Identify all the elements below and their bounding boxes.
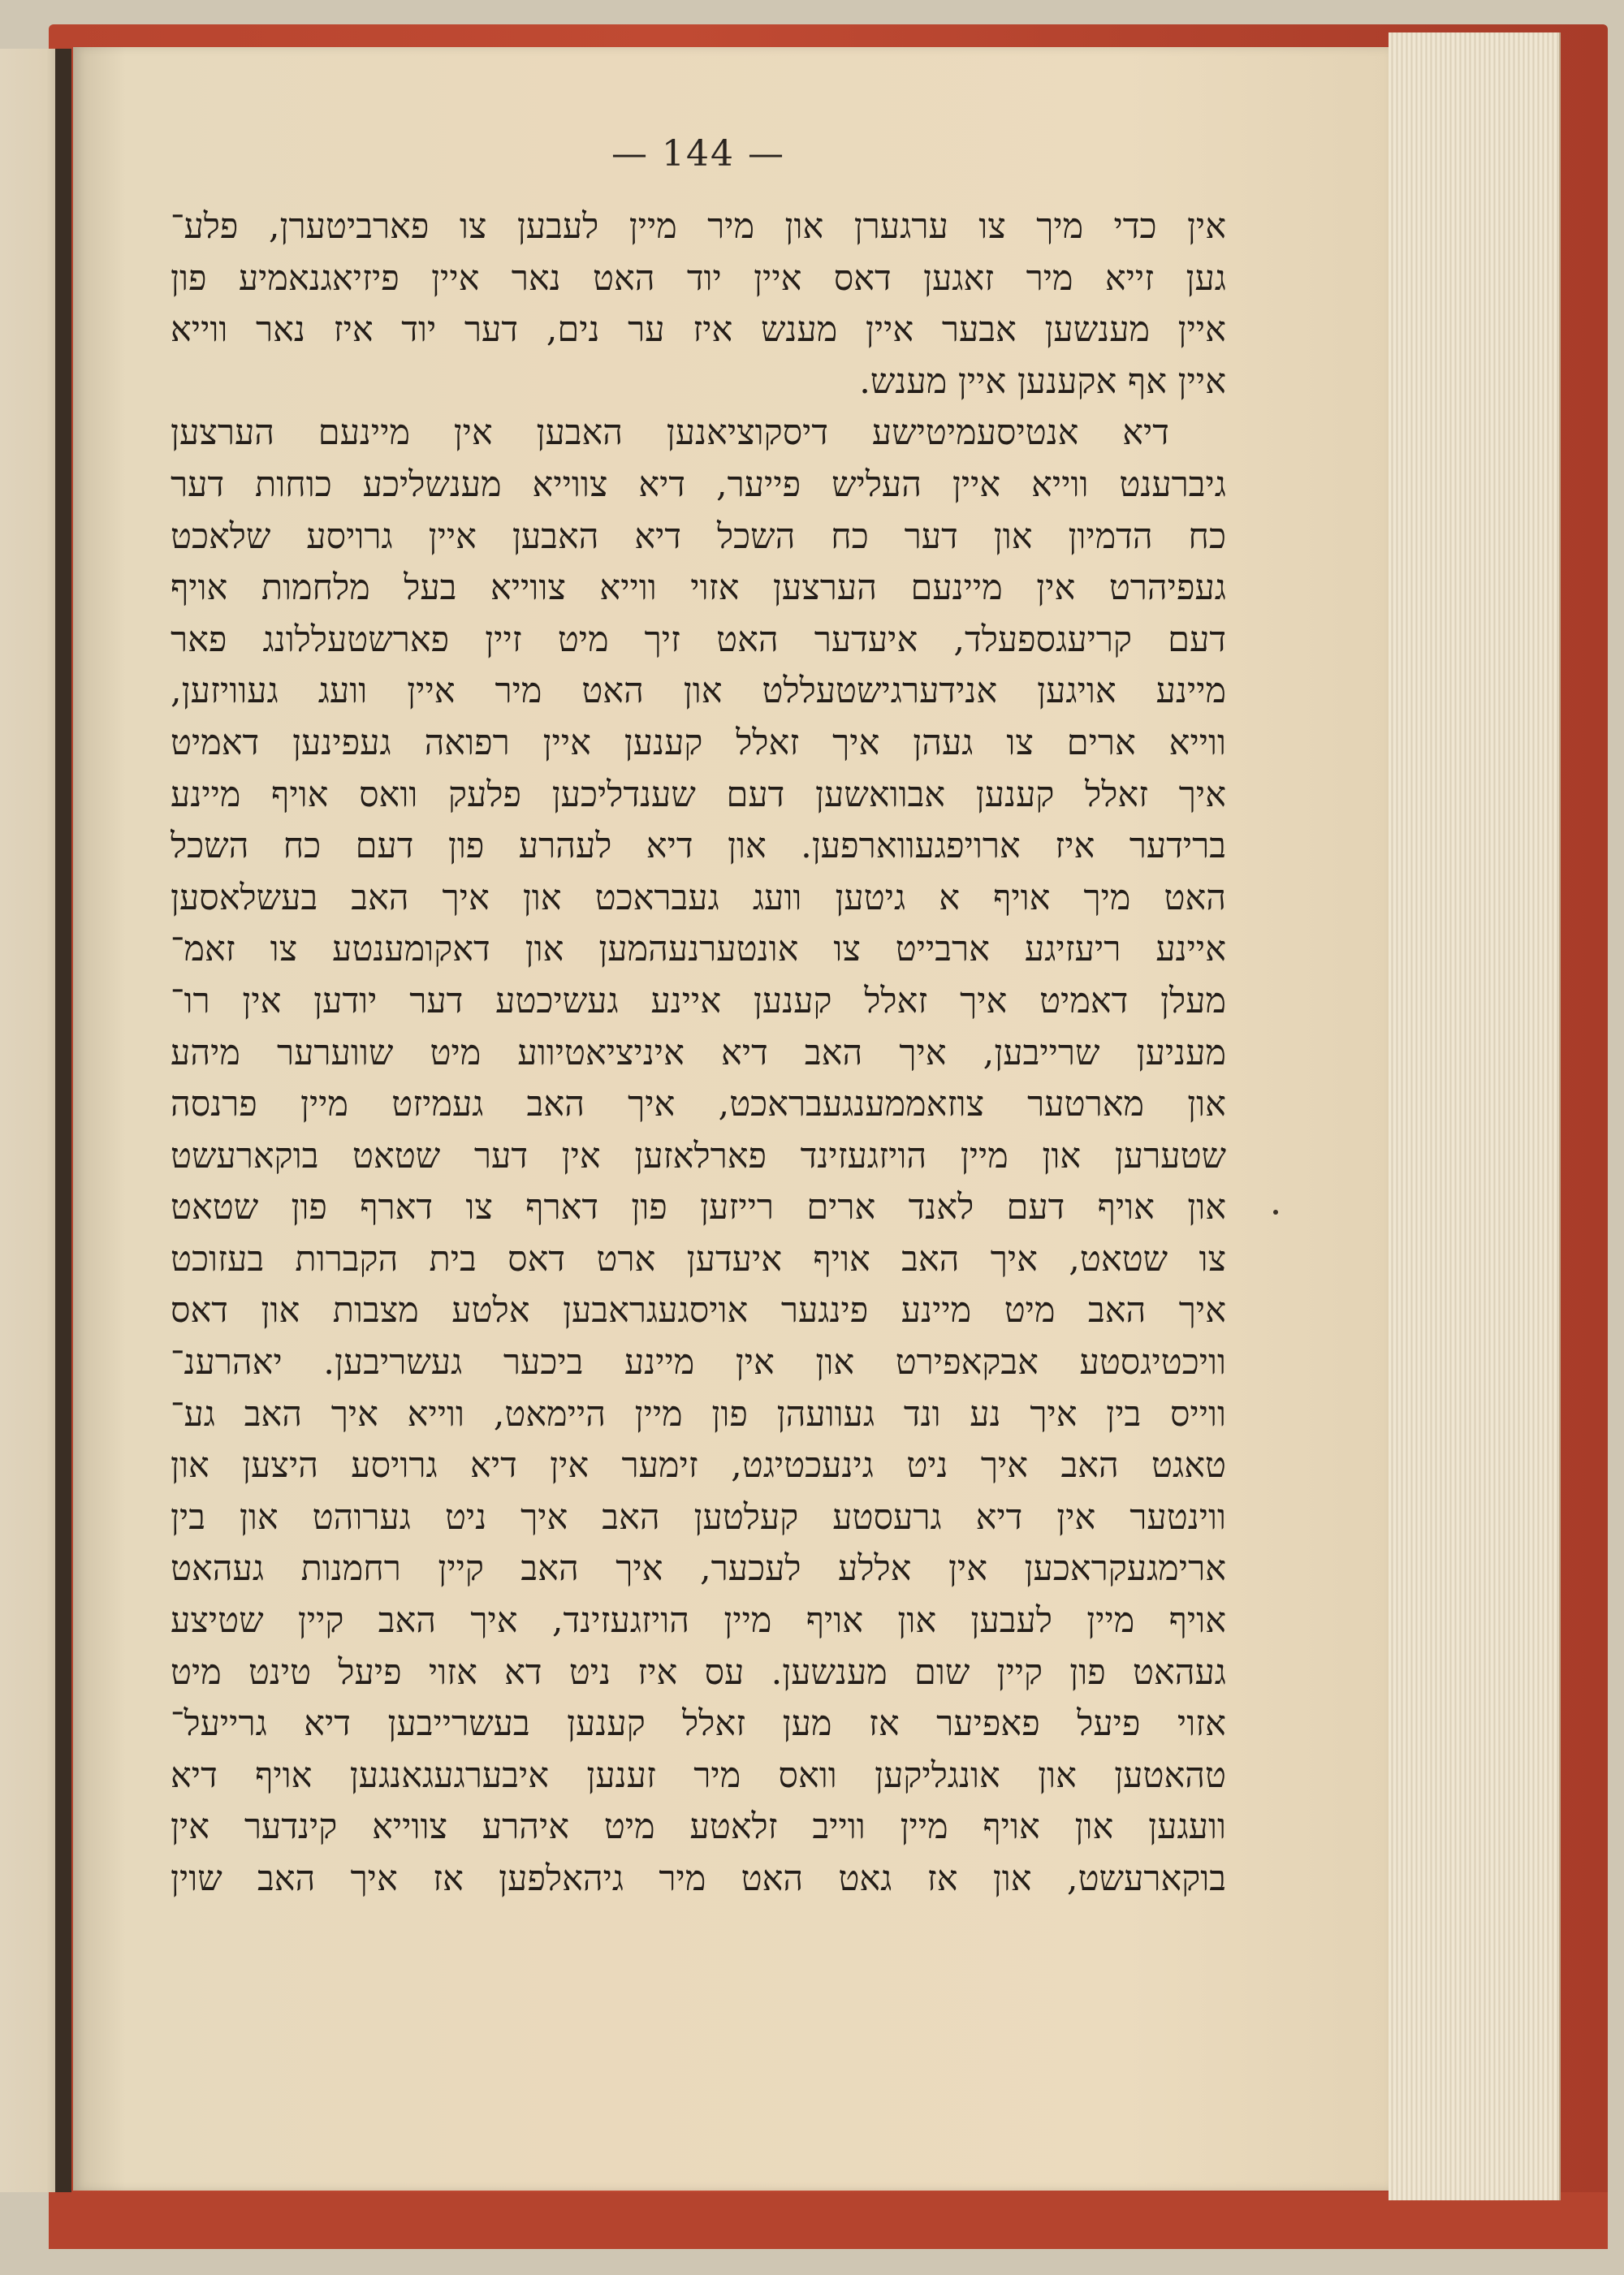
text-line: אויף מיין לעבען און אויף מיין הויזגעזינד, איך האב קיין שטיצע <box>171 1600 1226 1642</box>
text-line: ברידער איז ארויפגעווארפען. און דיא לעהרע פון דעם כח השכל <box>171 826 1226 867</box>
text-line: כח הדמיון און דער כח השכל דיא האבען איין גרויסע שלאכט <box>171 516 1226 557</box>
text-line: ארימגעקראכען אין אללע לעכער, איך האב קיין רחמנות געהאט <box>171 1548 1226 1590</box>
text-line: האט מיך אויף א גיטען וועג געבראכט און איך האב בעשלאסען <box>171 877 1226 918</box>
text-line: אזוי פיעל פאפיער אז מען זאלל קענען בעשרייבען דיא גרייעל־ <box>171 1703 1226 1745</box>
text-line: דיא אנטיסעמיטישע דיסקוציאנען האבען אין מיינעם הערצען <box>171 412 1169 454</box>
text-line: און מארטער צוזאממענגעבראכט, איך האב געמיזט מיין פרנסה <box>171 1084 1226 1125</box>
text-line: געפיהרט אין מיינעם הערצען אזוי ווייא צווייא בעל מלחמות אויף <box>171 568 1226 609</box>
book-gutter <box>55 49 71 2192</box>
text-line: מעניען שרייבען, איך האב דיא איניציאטיווע מיט שווערער מיהע <box>171 1032 1226 1073</box>
text-line: און אויף דעם לאנד ארים רייזען פון דארף צו דארף פון שטאט <box>171 1187 1226 1228</box>
text-line: שטערען און מיין הויזגעזינד פארלאזען אין דער שטאט בוקארעשט <box>171 1135 1226 1176</box>
text-line: מעלן דאמיט איך זאלל קענען איינע געשיכטע דער יודען אין רו־ <box>171 980 1226 1021</box>
text-line: איך זאלל קענען אבוואשען דעם שענדליכען פלעק וואס אויף מיינע <box>171 774 1226 815</box>
text-line: גען זייא מיר זאגען דאס איין יוד האט נאר איין פיזיאגנאמיע פון <box>171 257 1226 299</box>
page-number: — 144 — <box>611 133 785 175</box>
text-line: צו שטאט, איך האב אויף איעדען ארט דאס בית הקברות בעזוכט <box>171 1238 1226 1280</box>
text-line: ווייא ארים צו געהן איך זאלל קענען איין רפואה געפינען דאמיט <box>171 722 1226 763</box>
body-text <box>171 201 1226 1906</box>
text-line: מיינע אויגען אנידערגישטעללט און האט מיר איין וועג געוויזען, <box>171 671 1226 712</box>
text-line: געהאט פון קיין שום מענשען. עס איז ניט דא אזוי פיעל טינט מיט <box>171 1651 1226 1693</box>
text-line: בוקארעשט, און אז גאט האט מיר גיהאלפען אז איך האב שוין <box>171 1858 1226 1899</box>
cover-bottom-edge <box>49 2192 1608 2249</box>
ink-speck <box>1273 1210 1278 1215</box>
text-line: ווייס בין איך נע ונד געוועהן פון מיין היימאט, ווייא איך האב גע־ <box>171 1393 1226 1435</box>
text-line: גיברענט ווייא איין העליש פייער, דיא צווייא מענשליכע כוחות דער <box>171 464 1226 505</box>
text-line: ווינטער אין דיא גרעסטע קעלטען האב איך ניט גערוהט און בין <box>171 1496 1226 1538</box>
text-line: וועגען און אויף מיין ווייב זלאטע מיט איהרע צווייא קינדער אין <box>171 1807 1226 1848</box>
text-line: איין אף אקענען איין מענש. <box>859 360 1226 402</box>
text-line: אין כדי מיך צו ערגערן און מיר מיין לעבען צו פארביטערן, פלע־ <box>171 206 1226 247</box>
text-line: טאגט האב איך ניט גינעכטיגט, זימער אין דיא גרויסע היצען און <box>171 1445 1226 1487</box>
paragraph-2 <box>171 408 1226 1905</box>
page-block-edges <box>1389 32 1561 2200</box>
text-line: איך האב מיט מיינע פינגער אויסגעגראבען אלטע מצבות און דאס <box>171 1290 1226 1332</box>
text-line: דעם קריעגספעלד, איעדער האט זיך מיט זיין פארשטעללונג פאר <box>171 619 1226 660</box>
text-line: איינע ריעזיגע ארבייט צו אונטערנעהמען און דאקומענטע צו זאמ־ <box>171 929 1226 970</box>
text-line: טהאטען און אונגליקען וואס מיר זענען איבערגעגאנגען אויף דיא <box>171 1755 1226 1796</box>
paragraph-1 <box>171 201 1226 408</box>
text-line: איין מענשען אבער איין מענש איז ער נים, דער יוד איז נאר ווייא <box>171 309 1226 351</box>
text-line: וויכטיגסטע אבקאפירט און אין מיינע ביכער געשריבען. יאהרענ־ <box>171 1342 1226 1384</box>
